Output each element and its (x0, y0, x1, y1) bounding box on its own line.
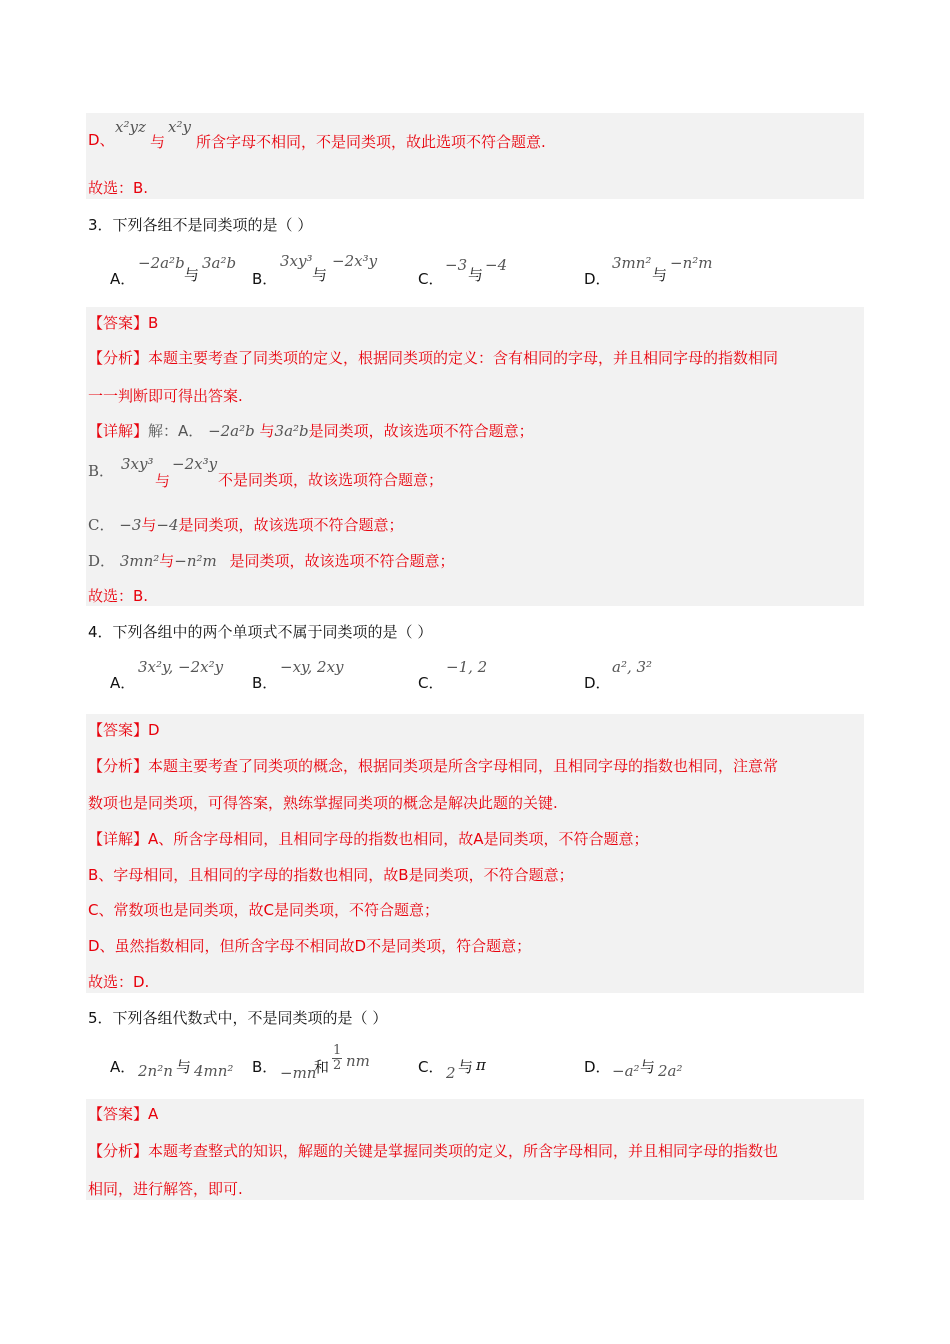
option-prefix: D、 (88, 131, 115, 149)
analysis-line-2: 一一判断即可得出答案. (88, 387, 243, 405)
detail-line-d: D、虽然指数相同，但所含字母不相同故D不是同类项，符合题意； (88, 937, 532, 955)
analysis-line-1 (88, 348, 778, 368)
option-a[interactable] (110, 252, 250, 292)
option-label: C． (418, 674, 444, 692)
math-expression: nm (346, 1052, 370, 1070)
top-solution-block (86, 113, 864, 199)
detail-tag: 【详解】 (88, 830, 149, 848)
answer-line (88, 313, 158, 333)
option-b[interactable] (252, 252, 392, 292)
analysis-tag: 【分析】 (88, 757, 149, 775)
detail-tag: 【详解】 (88, 422, 149, 440)
math-expression: −3 (445, 256, 468, 274)
math-expression: 3xy³ (121, 455, 154, 473)
math-expression: −2a²b (138, 254, 185, 272)
conjunction: 与 (184, 266, 200, 284)
analysis-text: 本题主要考查了同类项的定义，根据同类项的定义：含有相同的字母，并且相同字母的指数相同 (148, 349, 779, 367)
conclusion: 故选：B. (88, 179, 149, 197)
option-c[interactable] (418, 1040, 538, 1086)
detail-line-c (88, 515, 404, 535)
option-label: B． (252, 270, 278, 288)
analysis-tag: 【分析】 (88, 349, 149, 367)
math-expression: π (476, 1056, 486, 1074)
option-a[interactable] (110, 656, 250, 696)
option-d[interactable] (584, 1040, 724, 1086)
option-label: D． (584, 270, 611, 288)
option-label: A． (110, 270, 136, 288)
option-a[interactable] (110, 1040, 250, 1086)
detail-line-a (88, 829, 649, 849)
math-expression: −4 (156, 516, 179, 534)
answer-line (88, 1104, 158, 1124)
analysis-text: 本题考查整式的知识，解题的关键是掌握同类项的定义，所含字母相同，并且相同字母的指数也 (148, 1142, 779, 1160)
math-expression: −2x³y (172, 455, 218, 473)
conjunction: 与 (458, 1058, 474, 1076)
option-label: C． (418, 270, 444, 288)
option-d[interactable] (584, 656, 704, 696)
detail-prefix: C． (88, 516, 115, 534)
math-expression: 3mn² (612, 254, 652, 272)
math-expression: 3mn² (119, 552, 160, 570)
detail-text: 是同类项，故该选项不符合题意； (178, 516, 404, 534)
conjunction: 与 (155, 472, 171, 490)
math-expression: 3a²b (202, 254, 237, 272)
conjunction: 与 (259, 422, 275, 440)
math-expression: 3x²y, −2x²y (138, 658, 224, 676)
conjunction: 与 (159, 552, 175, 570)
math-expression: −3 (119, 516, 142, 534)
detail-line-c: C、常数项也是同类项，故C是同类项，不符合题意； (88, 901, 439, 919)
detail-text: 是同类项，故该选项不符合题意； (229, 552, 455, 570)
question-stem: 3．下列各组不是同类项的是（ ） (88, 216, 313, 234)
fraction-numerator: 1 (333, 1043, 342, 1058)
conjunction: 和 (314, 1058, 330, 1076)
option-label: D． (584, 1058, 611, 1076)
math-expression: x²yz (115, 118, 146, 136)
answer-line (88, 720, 160, 740)
option-label: D． (584, 674, 611, 692)
math-expression: 3a²b (274, 422, 309, 440)
conjunction: 与 (640, 1058, 656, 1076)
analysis-tag: 【分析】 (88, 1142, 149, 1160)
conjunction: 与 (150, 133, 166, 151)
option-label: A． (110, 674, 136, 692)
detail-text: 是同类项，故该选项不符合题意； (308, 422, 534, 440)
math-expression: −n²m (670, 254, 713, 272)
math-expression: −2a²b (208, 422, 255, 440)
math-expression: −mn (280, 1064, 317, 1082)
answer-tag: 【答案】 (88, 314, 149, 332)
option-label: B． (252, 1058, 278, 1076)
question-stem: 4．下列各组中的两个单项式不属于同类项的是（ ） (88, 623, 433, 641)
detail-line-d (88, 551, 455, 571)
conjunction: 与 (176, 1058, 192, 1076)
answer-value: D (148, 721, 160, 739)
explanation-text: 所含字母不相同，不是同类项，故此选项不符合题意. (196, 133, 546, 151)
conclusion: 故选：D. (88, 973, 150, 991)
detail-prefix: B． (88, 462, 115, 480)
math-expression: −1, 2 (446, 658, 488, 676)
option-label: B． (252, 674, 278, 692)
detail-prefix: D． (88, 552, 116, 570)
math-expression: −a² (612, 1062, 640, 1080)
analysis-text: 本题主要考查了同类项的概念，根据同类项是所含字母相同，且相同字母的指数也相同，注意常 (148, 757, 779, 775)
conjunction: 与 (141, 516, 157, 534)
analysis-line-2: 相同，进行解答，即可. (88, 1180, 243, 1198)
option-b[interactable] (252, 656, 392, 696)
analysis-line-2: 数项也是同类项，可得答案，熟练掌握同类项的概念是解决此题的关键. (88, 794, 558, 812)
math-expression: −2x³y (332, 252, 378, 270)
analysis-line-1 (88, 756, 778, 776)
math-expression: x²y (168, 118, 191, 136)
math-expression: 2 (446, 1064, 456, 1082)
option-label: C． (418, 1058, 444, 1076)
option-label: A． (110, 1058, 136, 1076)
math-expression: −4 (485, 256, 508, 274)
math-expression: a², 3² (612, 658, 653, 676)
option-d[interactable] (584, 252, 724, 292)
option-c[interactable] (418, 252, 538, 292)
answer-tag: 【答案】 (88, 721, 149, 739)
math-expression: −n²m (174, 552, 217, 570)
detail-text: 不是同类项，故该选项符合题意； (218, 471, 444, 489)
conclusion: 故选：B. (88, 587, 149, 605)
math-expression: −xy, 2xy (280, 658, 344, 676)
option-b[interactable] (252, 1040, 392, 1086)
fraction-denominator: 2 (333, 1058, 342, 1073)
conjunction: 与 (312, 266, 328, 284)
detail-text: A、所含字母相同，且相同字母的指数也相同，故A是同类项，不符合题意； (148, 830, 649, 848)
question-stem: 5．下列各组代数式中，不是同类项的是（ ） (88, 1009, 388, 1027)
conjunction: 与 (652, 266, 668, 284)
answer-value: B (148, 314, 159, 332)
answer-tag: 【答案】 (88, 1105, 149, 1123)
math-expression: 2a² (658, 1062, 683, 1080)
answer-value: A (148, 1105, 159, 1123)
fraction (332, 1044, 342, 1073)
detail-line-a (88, 421, 534, 441)
option-c[interactable] (418, 656, 538, 696)
math-expression: 2n²n (138, 1062, 173, 1080)
analysis-line-1 (88, 1141, 778, 1161)
math-expression: 4mn² (194, 1062, 234, 1080)
detail-prefix: 解：A． (148, 422, 204, 440)
top-option-d-line (88, 130, 115, 150)
math-expression: 3xy³ (280, 252, 313, 270)
conjunction: 与 (468, 266, 484, 284)
detail-line-b: B、字母相同，且相同的字母的指数也相同，故B是同类项，不符合题意； (88, 866, 574, 884)
